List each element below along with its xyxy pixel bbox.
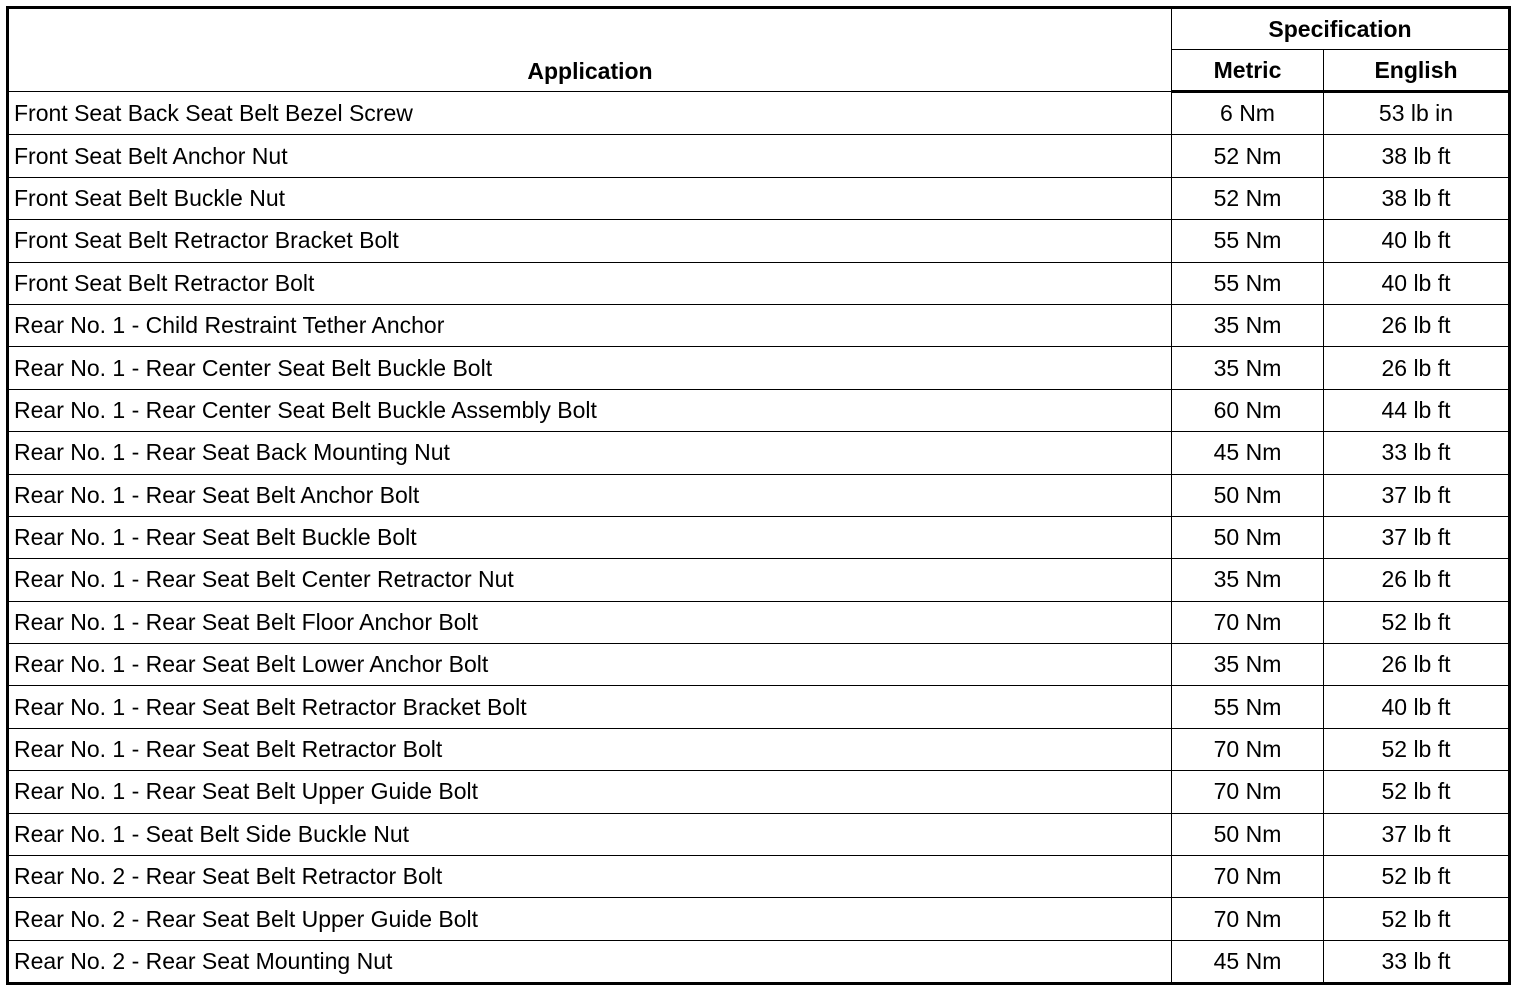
english-cell: 33 lb ft xyxy=(1324,940,1510,983)
metric-cell: 70 Nm xyxy=(1172,898,1324,940)
application-cell: Rear No. 2 - Rear Seat Belt Retractor Bolt xyxy=(8,856,1172,898)
table-row xyxy=(8,771,1510,813)
application-cell: Rear No. 1 - Child Restraint Tether Anchor xyxy=(8,304,1172,346)
column-header-english: English xyxy=(1324,50,1510,92)
column-header-application: Application xyxy=(8,8,1172,92)
english-cell: 53 lb in xyxy=(1324,92,1510,135)
application-cell: Rear No. 1 - Rear Seat Belt Retractor Bolt xyxy=(8,728,1172,770)
table-row xyxy=(8,644,1510,686)
application-cell: Front Seat Belt Anchor Nut xyxy=(8,135,1172,177)
metric-cell: 55 Nm xyxy=(1172,262,1324,304)
metric-cell: 55 Nm xyxy=(1172,686,1324,728)
table-row xyxy=(8,389,1510,431)
table-row xyxy=(8,347,1510,389)
application-cell: Rear No. 1 - Rear Seat Belt Anchor Bolt xyxy=(8,474,1172,516)
english-cell: 40 lb ft xyxy=(1324,262,1510,304)
application-cell: Rear No. 1 - Rear Seat Belt Lower Anchor Bolt xyxy=(8,644,1172,686)
metric-cell: 50 Nm xyxy=(1172,813,1324,855)
column-header-metric: Metric xyxy=(1172,50,1324,92)
english-cell: 26 lb ft xyxy=(1324,644,1510,686)
english-cell: 40 lb ft xyxy=(1324,220,1510,262)
table-row xyxy=(8,813,1510,855)
english-cell: 37 lb ft xyxy=(1324,474,1510,516)
table-row xyxy=(8,898,1510,940)
metric-cell: 45 Nm xyxy=(1172,432,1324,474)
application-cell: Rear No. 1 - Rear Seat Belt Buckle Bolt xyxy=(8,516,1172,558)
application-cell: Rear No. 1 - Seat Belt Side Buckle Nut xyxy=(8,813,1172,855)
table-row xyxy=(8,516,1510,558)
application-cell: Rear No. 1 - Rear Center Seat Belt Buckle Bolt xyxy=(8,347,1172,389)
english-cell: 52 lb ft xyxy=(1324,898,1510,940)
table-row xyxy=(8,220,1510,262)
metric-cell: 45 Nm xyxy=(1172,940,1324,983)
application-cell: Rear No. 2 - Rear Seat Belt Upper Guide Bolt xyxy=(8,898,1172,940)
table-row xyxy=(8,559,1510,601)
english-cell: 26 lb ft xyxy=(1324,559,1510,601)
english-cell: 38 lb ft xyxy=(1324,177,1510,219)
table-body xyxy=(8,92,1510,984)
metric-cell: 70 Nm xyxy=(1172,601,1324,643)
metric-cell: 60 Nm xyxy=(1172,389,1324,431)
metric-cell: 35 Nm xyxy=(1172,559,1324,601)
metric-cell: 52 Nm xyxy=(1172,177,1324,219)
table-row xyxy=(8,432,1510,474)
metric-cell: 50 Nm xyxy=(1172,474,1324,516)
english-cell: 52 lb ft xyxy=(1324,771,1510,813)
table-row xyxy=(8,304,1510,346)
table-row xyxy=(8,940,1510,983)
application-cell: Rear No. 2 - Rear Seat Mounting Nut xyxy=(8,940,1172,983)
table-row xyxy=(8,177,1510,219)
english-cell: 44 lb ft xyxy=(1324,389,1510,431)
english-cell: 37 lb ft xyxy=(1324,516,1510,558)
metric-cell: 6 Nm xyxy=(1172,92,1324,135)
table-row xyxy=(8,135,1510,177)
application-cell: Rear No. 1 - Rear Seat Back Mounting Nut xyxy=(8,432,1172,474)
english-cell: 38 lb ft xyxy=(1324,135,1510,177)
table-row xyxy=(8,601,1510,643)
application-cell: Front Seat Back Seat Belt Bezel Screw xyxy=(8,92,1172,135)
application-cell: Rear No. 1 - Rear Center Seat Belt Buckle Assembly Bolt xyxy=(8,389,1172,431)
metric-cell: 55 Nm xyxy=(1172,220,1324,262)
application-cell: Front Seat Belt Retractor Bolt xyxy=(8,262,1172,304)
metric-cell: 70 Nm xyxy=(1172,728,1324,770)
metric-cell: 35 Nm xyxy=(1172,304,1324,346)
english-cell: 37 lb ft xyxy=(1324,813,1510,855)
table-row xyxy=(8,728,1510,770)
metric-cell: 70 Nm xyxy=(1172,856,1324,898)
application-cell: Front Seat Belt Buckle Nut xyxy=(8,177,1172,219)
english-cell: 40 lb ft xyxy=(1324,686,1510,728)
metric-cell: 52 Nm xyxy=(1172,135,1324,177)
application-cell: Rear No. 1 - Rear Seat Belt Upper Guide Bolt xyxy=(8,771,1172,813)
english-cell: 26 lb ft xyxy=(1324,347,1510,389)
application-cell: Rear No. 1 - Rear Seat Belt Center Retractor Nut xyxy=(8,559,1172,601)
table-header xyxy=(8,8,1510,92)
application-cell: Rear No. 1 - Rear Seat Belt Floor Anchor Bolt xyxy=(8,601,1172,643)
metric-cell: 50 Nm xyxy=(1172,516,1324,558)
application-cell: Front Seat Belt Retractor Bracket Bolt xyxy=(8,220,1172,262)
english-cell: 52 lb ft xyxy=(1324,728,1510,770)
english-cell: 33 lb ft xyxy=(1324,432,1510,474)
column-header-specification: Specification xyxy=(1172,8,1510,50)
header-row-top xyxy=(8,8,1510,50)
metric-cell: 70 Nm xyxy=(1172,771,1324,813)
table-row xyxy=(8,262,1510,304)
torque-spec-table xyxy=(6,6,1511,985)
table-row xyxy=(8,856,1510,898)
english-cell: 52 lb ft xyxy=(1324,601,1510,643)
english-cell: 26 lb ft xyxy=(1324,304,1510,346)
table-row xyxy=(8,92,1510,135)
metric-cell: 35 Nm xyxy=(1172,347,1324,389)
metric-cell: 35 Nm xyxy=(1172,644,1324,686)
english-cell: 52 lb ft xyxy=(1324,856,1510,898)
table-row xyxy=(8,686,1510,728)
table-row xyxy=(8,474,1510,516)
application-cell: Rear No. 1 - Rear Seat Belt Retractor Bracket Bolt xyxy=(8,686,1172,728)
